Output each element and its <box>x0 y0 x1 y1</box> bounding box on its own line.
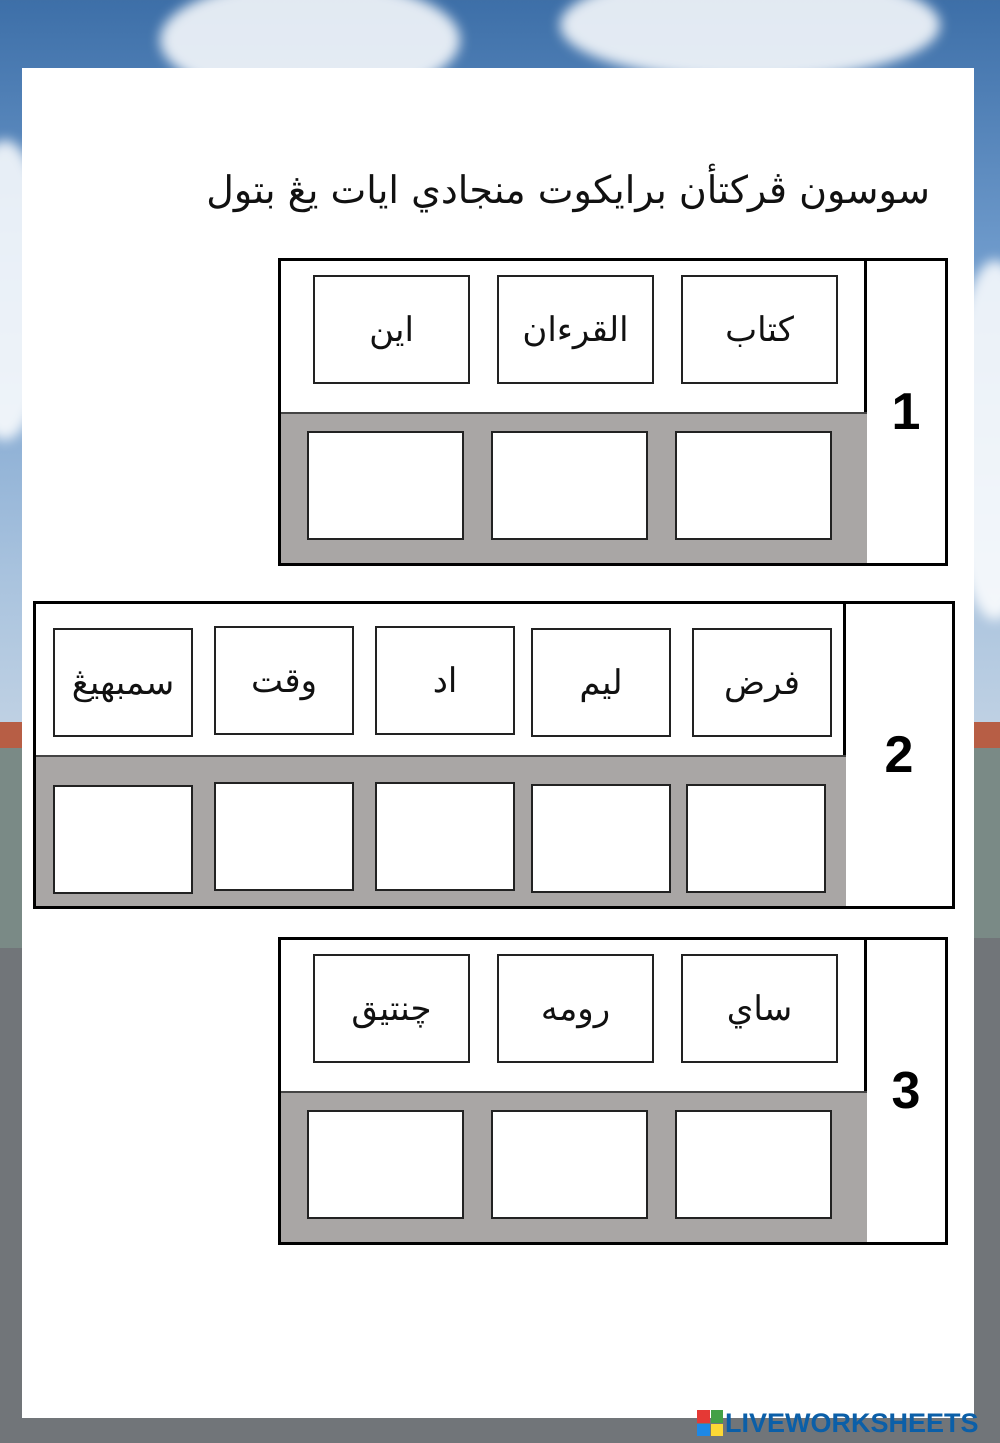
word-tile[interactable]: وقت <box>214 626 354 735</box>
word-tile[interactable]: ساي <box>681 954 838 1063</box>
word-tile[interactable]: اد <box>375 626 515 735</box>
question-group-2 <box>33 601 955 909</box>
answer-drop-slot[interactable] <box>307 1110 464 1219</box>
word-tile[interactable]: كتاب <box>681 275 838 384</box>
word-tile[interactable]: فرض <box>692 628 832 737</box>
word-tile[interactable]: القرءان <box>497 275 654 384</box>
question-number: 1 <box>864 261 945 563</box>
instruction-text: سوسون ڤركتأن برايكوت منجادي ايات يڠ بتول <box>206 168 930 212</box>
question-group-3 <box>278 937 948 1245</box>
background-building <box>0 748 24 948</box>
answer-drop-slot[interactable] <box>491 1110 648 1219</box>
liveworksheets-watermark[interactable] <box>697 1408 979 1438</box>
answer-drop-slot[interactable] <box>491 431 648 540</box>
question-group-1 <box>278 258 948 566</box>
word-tile[interactable]: اين <box>313 275 470 384</box>
word-tile[interactable]: ليم <box>531 628 671 737</box>
answer-drop-slot[interactable] <box>675 1110 832 1219</box>
liveworksheets-logo-icon <box>697 1410 723 1436</box>
background-building <box>974 748 1000 938</box>
word-tile[interactable]: چنتيق <box>313 954 470 1063</box>
answer-drop-slot[interactable] <box>686 784 826 893</box>
word-tile[interactable]: رومه <box>497 954 654 1063</box>
background-roof <box>0 722 24 748</box>
answer-drop-slot[interactable] <box>375 782 515 891</box>
question-number: 2 <box>843 604 952 906</box>
question-number: 3 <box>864 940 945 1242</box>
watermark-text: LIVEWORKSHEETS <box>725 1407 979 1438</box>
answer-drop-slot[interactable] <box>214 782 354 891</box>
answer-drop-slot[interactable] <box>531 784 671 893</box>
answer-drop-slot[interactable] <box>675 431 832 540</box>
answer-drop-slot[interactable] <box>53 785 193 894</box>
answer-drop-slot[interactable] <box>307 431 464 540</box>
word-tile[interactable]: سمبهيڠ <box>53 628 193 737</box>
background-roof <box>974 722 1000 748</box>
